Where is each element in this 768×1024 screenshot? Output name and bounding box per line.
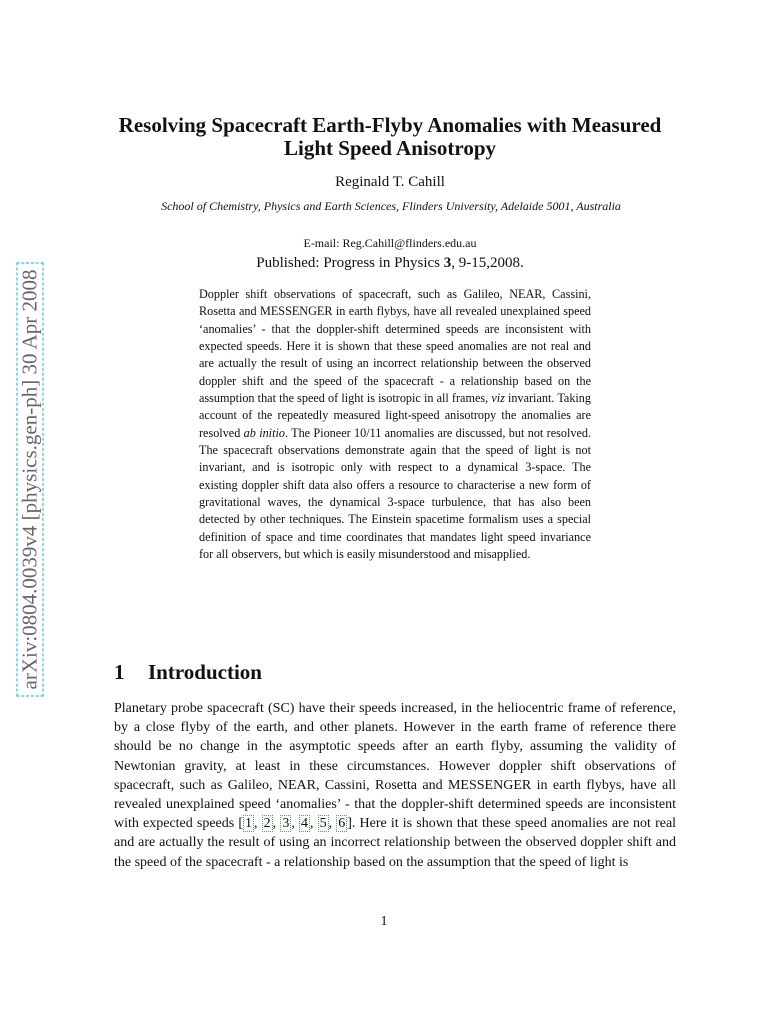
abstract-text-1: Doppler shift observations of spacecraft, such as Galileo, NEAR, Cassini, Rosetta and MESSENGER in earth flybys, have all revealed unexplained speed ‘anomalies’ - that the doppler-shift determined speeds are inconsistent with expected speeds. Here it is shown that these speed anomalies are not real and are actually the result of using an incorrect relationship between the observed doppler shift and the speed of the spacecraft - a relationship based on the assumption that the speed of light is isotropic in all frames, (199, 287, 591, 406)
abstract (199, 286, 591, 564)
citation-link[interactable]: 6 (338, 816, 346, 832)
author-email[interactable]: E-mail: Reg.Cahill@flinders.edu.au (303, 236, 477, 250)
arxiv-side-stamp[interactable] (13, 210, 47, 748)
citation-link[interactable]: 4 (300, 816, 308, 832)
citation-link[interactable]: 5 (319, 816, 327, 832)
section-title: Introduction (148, 660, 262, 684)
author-name: Reginald T. Cahill (335, 174, 445, 190)
introduction-paragraph (114, 699, 676, 872)
abstract-italic-ab-initio: ab initio (243, 425, 285, 440)
page-number: 1 (380, 914, 388, 929)
publication-volume: 3 (443, 255, 452, 271)
abstract-text-3: . The Pioneer 10/11 anomalies are discussed, but not resolved. The spacecraft observations demonstrate again that the speed of light is not invariant, and is isotropic only with respect to a dynamical 3-space. The existing doppler shift data also offers a resource to characterise a new form of gravitational waves, the dynamical 3-space turbulence, that has also been detected by other techniques. The Einstein spacetime formalism uses a special definition of space and time coordinates that mandates light speed invariance for all observers, but which is easily misunderstood and misapplied. (199, 425, 592, 562)
citation-link[interactable]: 2 (263, 816, 271, 832)
paper-title: Resolving Spacecraft Earth-Flyby Anomalies with Measured Light Speed Anisotropy (118, 113, 662, 160)
publication-prefix: Published: Progress in Physics (256, 255, 444, 271)
abstract-italic-viz: viz (491, 391, 505, 406)
citation-group: [ 1 , 2 , 3 , 4 , 5 , 6 ] (238, 816, 352, 832)
publication-suffix: , 9-15,2008. (451, 255, 524, 271)
author-affiliation: School of Chemistry, Physics and Earth Sciences, Flinders University, Adelaide 5001, Australia (161, 199, 621, 213)
publication-info (180, 255, 600, 272)
abstract-text-2: invariant. Taking account of the repeatedly measured light-speed anisotropy the anomalies are resolved (199, 391, 591, 440)
intro-text-after-refs: . Here it is shown that these speed anomalies are not real and are actually the result of using an incorrect relationship between the observed doppler shift and the speed of the spacecraft - a relationship based on the assumption that the speed of light is (114, 816, 677, 870)
section-number: 1 (114, 660, 125, 684)
intro-text-before-refs: Planetary probe spacecraft (SC) have their speeds increased, in the heliocentric frame of reference, by a close flyby of the earth, and other planets. However in the earth frame of reference there should be no change in the asymptotic speeds after an earth flyby, assuming the validity of Newtonian gravity, at least in these circumstances. However doppler shift observations of spacecraft, such as Galileo, NEAR, Cassini, Rosetta and MESSENGER in earth flybys, have all revealed unexplained speed ‘anomalies’ - that the doppler-shift determined speeds are inconsistent with expected speeds (114, 701, 676, 832)
section-heading (114, 660, 262, 685)
citation-link[interactable]: 1 (245, 816, 253, 832)
arxiv-identifier-link[interactable]: arXiv:0804.0039v4 [physics.gen-ph] 30 Apr 2008 (17, 262, 44, 696)
citation-link[interactable]: 3 (282, 816, 290, 832)
